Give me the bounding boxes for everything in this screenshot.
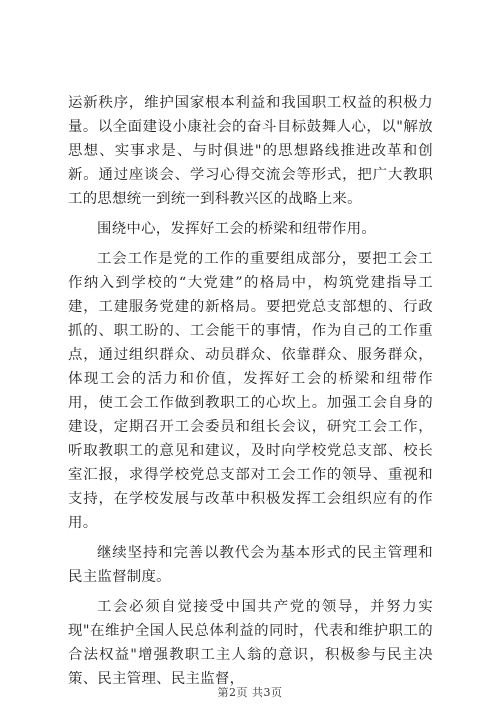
paragraph-3: 工会工作是党的工作的重要组成部分，要把工会工作纳入到学校的“大党建”的格局中，构筑党建指导工建，工建服务党建的新格局。要把党总支部想的、行政抓的、职工盼的、工会能干的事情，作为自己的工作重点，通过组织群众、动员群众、依靠群众、服务群众，体现工会的活力和价值，发挥好工会的桥梁和纽带作用，使工会工作做到教职工的心坎上。加强工会自身的建设，定期召开工会委员和组长会议，研究工会工作，听取教职工的意见和建议，及时向学校党总支部、校长室汇报，求得学校党总支部对工会工作的领导、重视和支持，在学校发展与改革中积极发挥工会组织应有的作用。 (68, 251, 433, 531)
page-footer: 第2页 共3页 (217, 686, 283, 699)
paragraph-4: 继续坚持和完善以教代会为基本形式的民主管理和民主监督制度。 (68, 545, 433, 585)
paragraph-2: 围绕中心，发挥好工会的桥梁和纽带作用。 (97, 221, 377, 237)
paragraph-5: 工会必须自觉接受中国共产党的领导，并努力实现"在维护全国人民总体利益的同时，代表和维护职工的合法权益"增强教职工主人翁的意识，积极参与民主决策、民主管理、民主监督， (68, 599, 433, 687)
document-body (68, 91, 433, 697)
paragraph-1: 运新秩序，维护国家根本利益和我国职工权益的积极力量。以全面建设小康社会的奋斗目标鼓舞人心，以"解放思想、实事求是、与时俱进"的思想路线推进改革和创新。通过座谈会、学习心得交流会等形式，把广大教职工的思想统一到统一到科教兴区的战略上来。 (68, 95, 433, 207)
